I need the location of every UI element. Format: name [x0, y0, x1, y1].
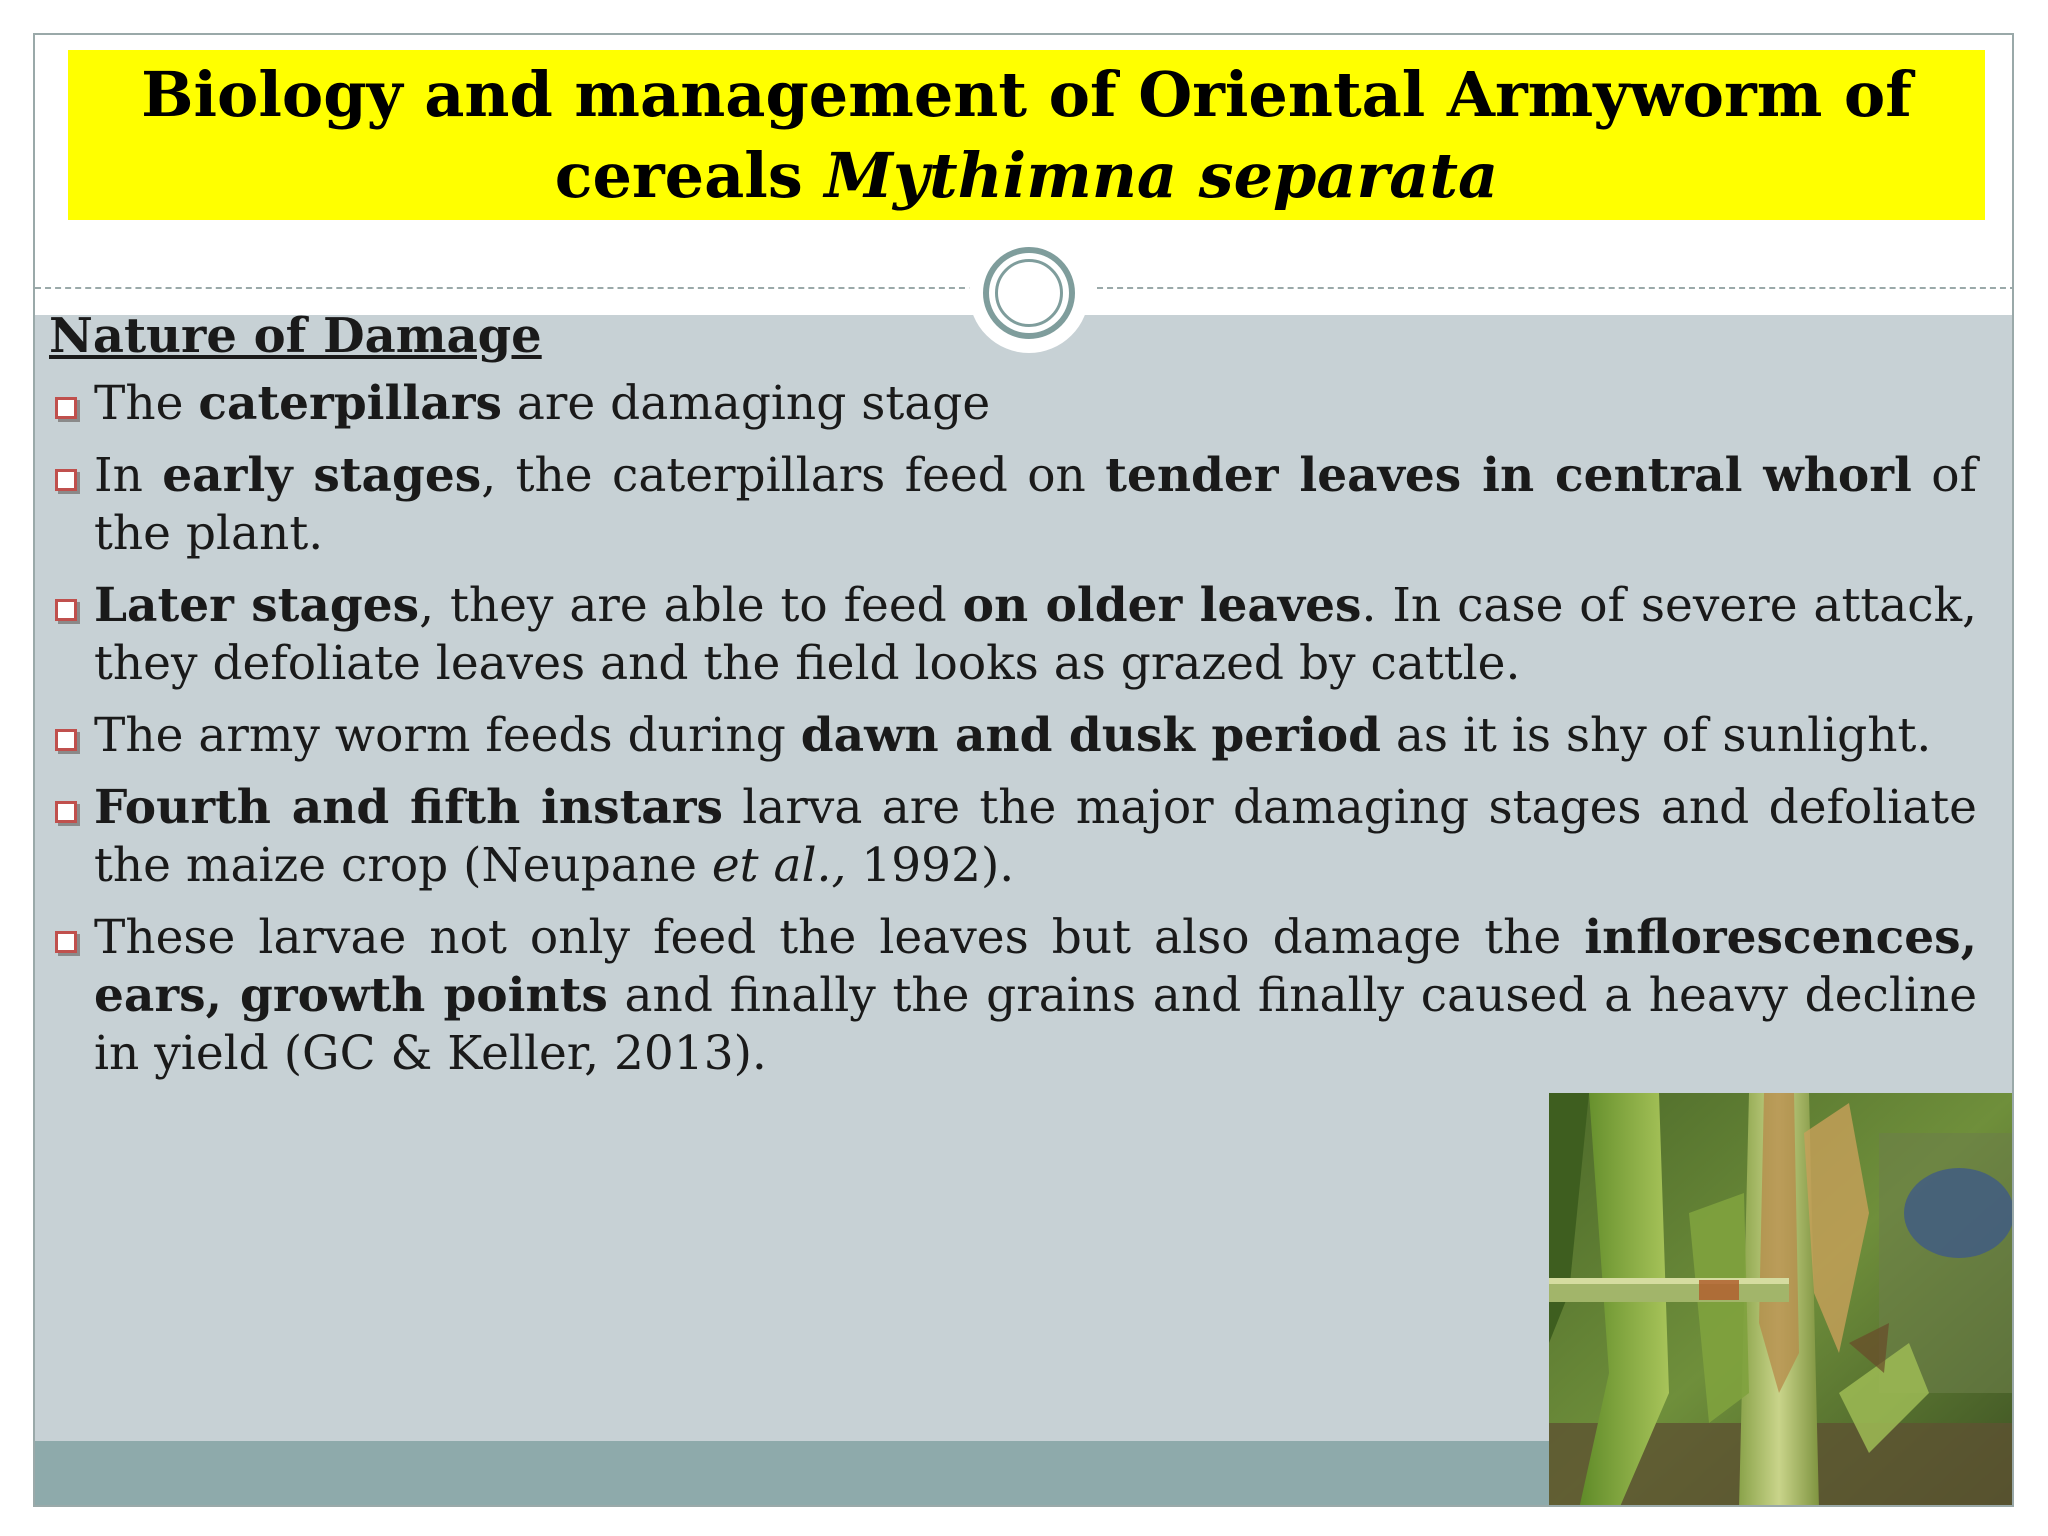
hollow-square-bullet-icon — [55, 469, 77, 491]
hollow-square-bullet-icon — [55, 801, 77, 823]
divider-dashed-line-right — [1097, 287, 2014, 289]
hollow-square-bullet-icon — [55, 729, 77, 751]
hollow-square-bullet-icon — [55, 397, 77, 419]
title-line-1: Biology and management of Oriental Armyworm of — [141, 58, 1912, 131]
bullet-item: The caterpillars are damaging stage — [49, 375, 1977, 433]
bullet-item: These larvae not only feed the leaves but also damage the inflorescences, ears, growth points and finally the grains and finally caused a heavy decline in yield (GC & Keller, 2013). — [49, 909, 1977, 1083]
title-line-2-plain: cereals — [554, 139, 825, 212]
section-heading: Nature of Damage — [49, 308, 542, 364]
damaged-maize-photo — [1549, 1093, 2014, 1507]
divider-dashed-line-left — [35, 287, 975, 289]
title-box — [68, 50, 1985, 220]
bullet-item: Later stages, they are able to feed on older leaves. In case of severe attack, they defoliate leaves and the field looks as grazed by cattle. — [49, 577, 1977, 693]
hollow-square-bullet-icon — [55, 599, 77, 621]
slide-title — [87, 54, 1967, 216]
maize-plant-image — [1549, 1093, 2014, 1507]
bullet-item: The army worm feeds during dawn and dusk period as it is shy of sunlight. — [49, 707, 1977, 765]
bullet-item: In early stages, the caterpillars feed on tender leaves in central whorl of the plant. — [49, 447, 1977, 563]
title-species-name: Mythimna separata — [824, 139, 1499, 212]
bullet-item: Fourth and fifth instars larva are the major damaging stages and defoliate the maize crop (Neupane et al., 1992). — [49, 779, 1977, 895]
slide-frame — [33, 33, 2014, 1507]
slide-content — [49, 305, 1977, 1097]
hollow-square-bullet-icon — [55, 931, 77, 953]
